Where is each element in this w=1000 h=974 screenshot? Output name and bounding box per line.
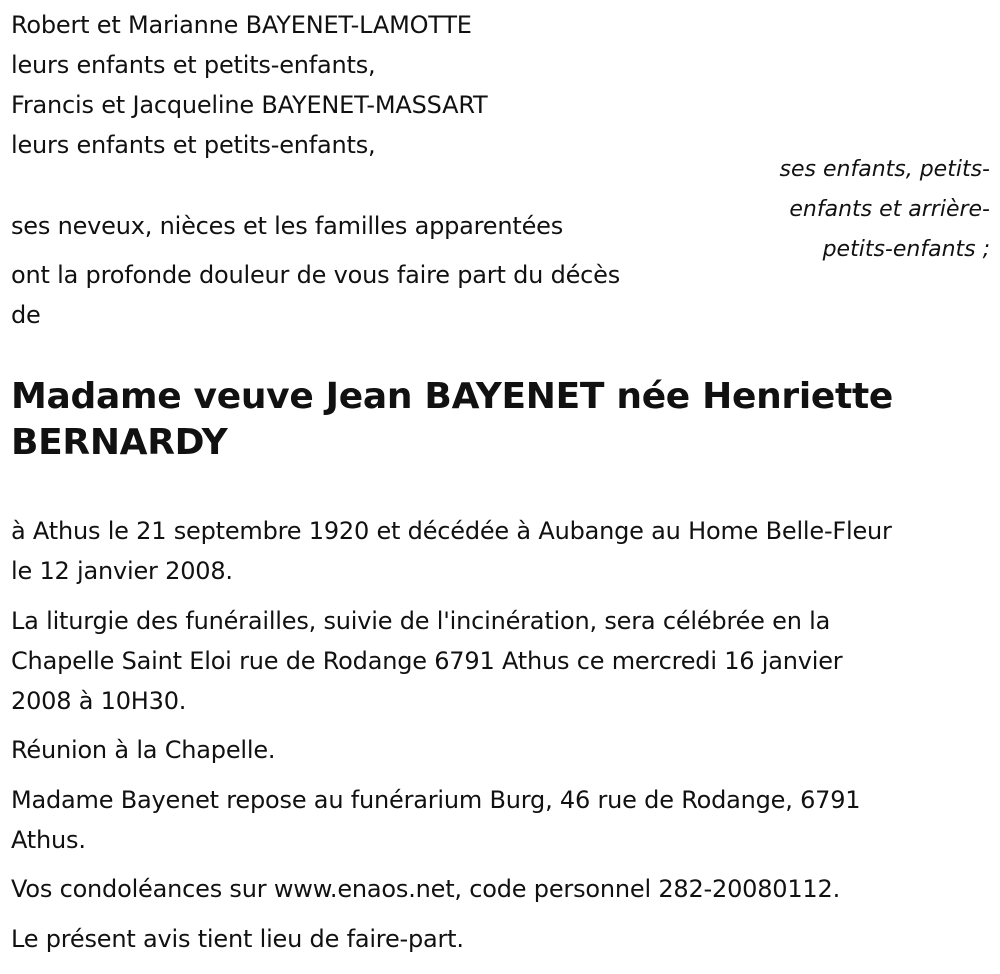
birth-death-line-2: le 12 janvier 2008.: [11, 557, 233, 585]
family-line-4: leurs enfants et petits-enfants,: [11, 131, 376, 159]
family-line-3: Francis et Jacqueline BAYENET-MASSART: [11, 91, 488, 119]
condolences-line: Vos condoléances sur www.enaos.net, code personnel 282-20080112.: [11, 875, 840, 903]
side-note-line-1: ses enfants, petits-: [779, 157, 990, 182]
relatives-line: ses neveux, nièces et les familles apparentées: [11, 212, 564, 240]
repose-line-1: Madame Bayenet repose au funérarium Burg, 46 rue de Rodange, 6791: [11, 786, 861, 814]
liturgy-line-3: 2008 à 10H30.: [11, 687, 187, 715]
liturgy-line-2: Chapelle Saint Eloi rue de Rodange 6791 Athus ce mercredi 16 janvier: [11, 647, 843, 675]
announcement-line-1: ont la profonde douleur de vous faire part du décès: [11, 261, 621, 289]
liturgy-line-1: La liturgie des funérailles, suivie de l'incinération, sera célébrée en la: [11, 607, 831, 635]
repose-line-2: Athus.: [11, 826, 86, 854]
closing-line: Le présent avis tient lieu de faire-part.: [11, 925, 464, 953]
reunion-line: Réunion à la Chapelle.: [11, 736, 276, 764]
family-line-1: Robert et Marianne BAYENET-LAMOTTE: [11, 11, 472, 39]
deceased-name-line-1: Madame veuve Jean BAYENET née Henriette: [11, 376, 893, 417]
side-note-line-2: enfants et arrière-: [789, 197, 990, 222]
birth-death-line-1: à Athus le 21 septembre 1920 et décédée à Aubange au Home Belle-Fleur: [11, 517, 892, 545]
family-line-2: leurs enfants et petits-enfants,: [11, 51, 376, 79]
deceased-name-line-2: BERNARDY: [11, 422, 228, 463]
announcement-line-2: de: [11, 301, 41, 329]
side-note-line-3: petits-enfants ;: [822, 237, 990, 262]
